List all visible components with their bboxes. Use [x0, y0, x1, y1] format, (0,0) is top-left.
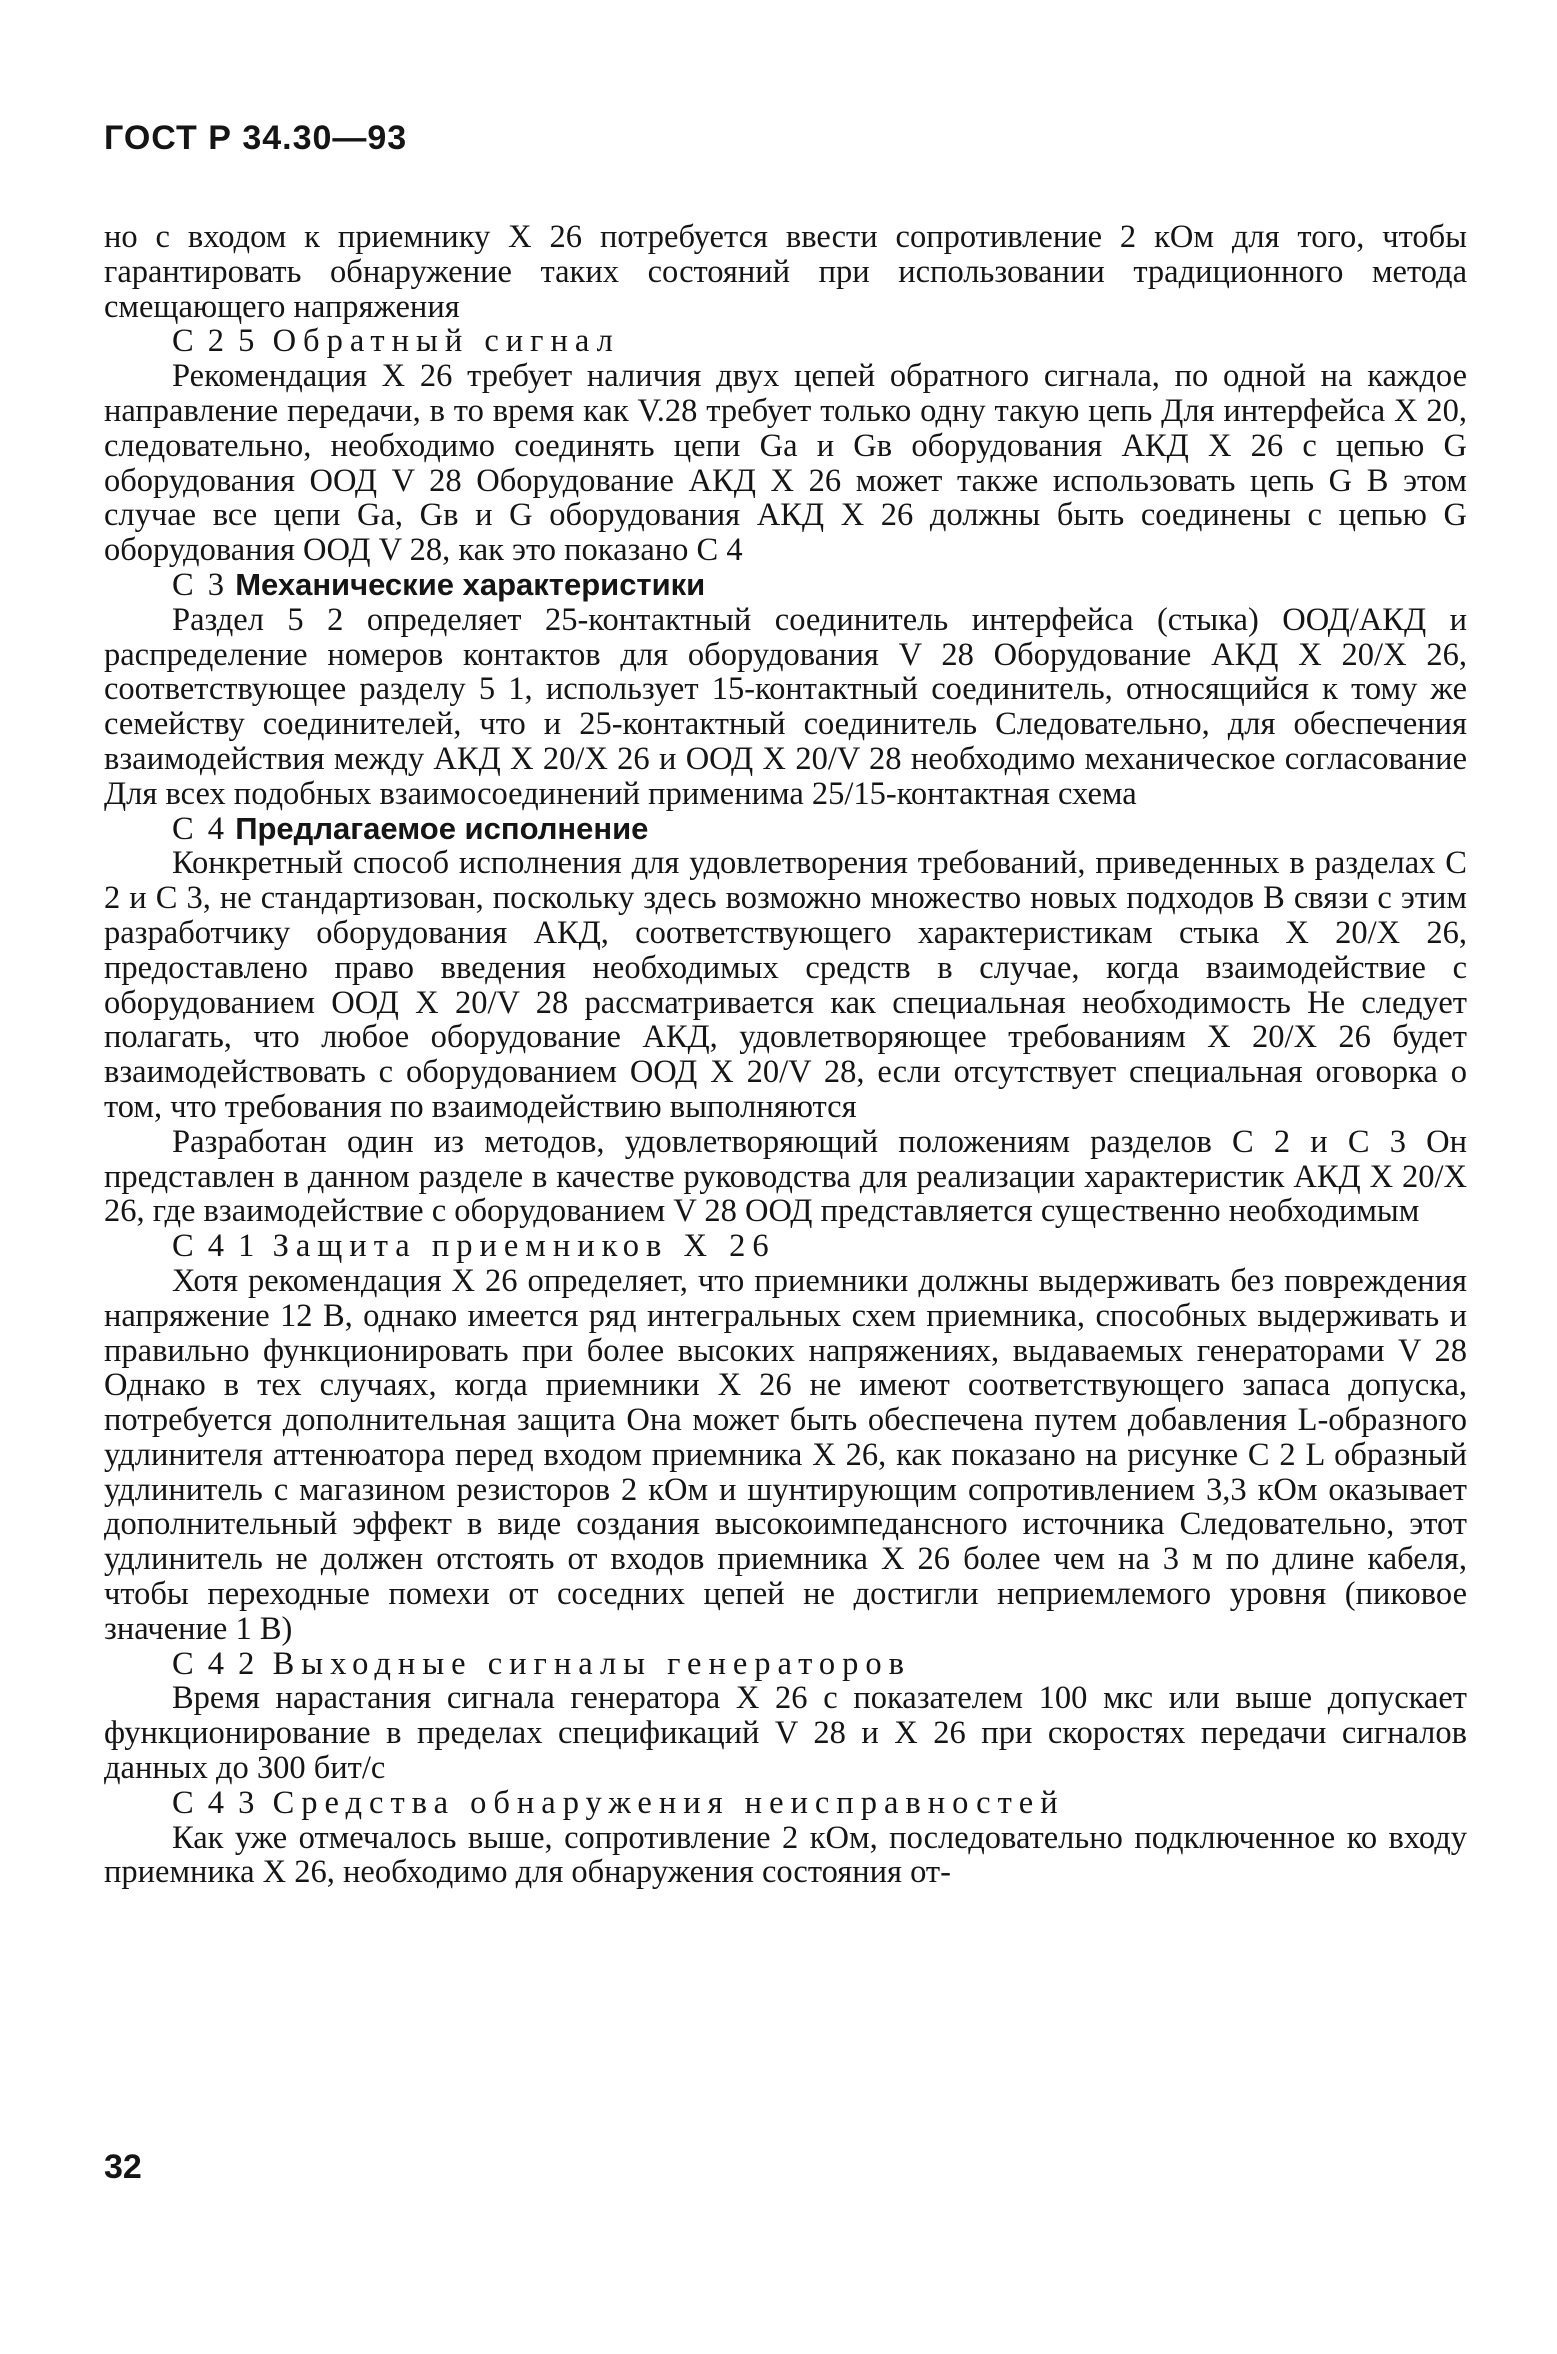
paragraph: Разработан один из методов, удовлетворяющий положениям разделов С 2 и С 3 Он представлен в данном разделе в качестве руководства для реализации характеристик АКД X 20/X 26, где взаимодействие с оборудованием V 28 ООД представляется существенно необходимым: [104, 1123, 1467, 1230]
section-title: Средства обнаружения неисправностей: [272, 1784, 1065, 1821]
paragraph: но с входом к приемнику X 26 потребуется ввести сопротивление 2 кОм для того, чтобы гарантировать обнаружение таких состояний при использовании традиционного метода смещающего напряжения: [104, 219, 1467, 325]
section-number: С 4 3: [172, 1784, 258, 1821]
section-heading: [104, 1786, 1467, 1821]
page-number: 32: [104, 2148, 142, 2186]
section-number: С 4: [172, 810, 228, 847]
section-title: Механические характеристики: [235, 566, 706, 602]
section-number: С 4 2: [172, 1645, 258, 1682]
section-number: С 4 1: [172, 1228, 258, 1265]
section-heading: [104, 812, 1467, 847]
section-heading: [104, 1647, 1467, 1682]
section-title: Выходные сигналы генераторов: [272, 1645, 911, 1682]
paragraph: Рекомендация X 26 требует наличия двух цепей обратного сигнала, по одной на каждое направление передачи, в то время как V.28 требует только одну такую цепь Для интерфейса X 20, следовательно, необходимо соединять цепи Ga и Gв оборудования АКД X 26 с цепью G оборудования ООД V 28 Оборудование АКД X 26 может также использовать цепь G В этом случае все цепи Ga, Gв и G оборудования АКД X 26 должны быть соединены с цепью G оборудования ООД V 28, как это показано С 4: [104, 358, 1467, 569]
page-header: ГОСТ Р 34.30—93: [104, 119, 408, 157]
document-body: [104, 220, 1467, 1890]
section-number: С 2 5: [172, 323, 258, 360]
section-title: Обратный сигнал: [272, 323, 620, 360]
section-number: С 3: [172, 566, 228, 603]
section-heading: [104, 324, 1467, 359]
section-heading: [104, 1229, 1467, 1264]
paragraph: Раздел 5 2 определяет 25-контактный соединитель интерфейса (стыка) ООД/АКД и распределение номеров контактов для оборудования V 28 Оборудование АКД X 20/X 26, соответствующее разделу 5 1, использует 15-контактный соединитель, относящийся к тому же семейству соединителей, что и 25-контактный соединитель Следовательно, для обеспечения взаимодействия между АКД X 20/X 26 и ООД X 20/V 28 необходимо механическое согласование Для всех подобных взаимосоединений применима 25/15-контактная схема: [104, 601, 1467, 812]
paragraph: Время нарастания сигнала генератора X 26 с показателем 100 мкс или выше допускает функционирование в пределах спецификаций V 28 и X 26 при скоростях передачи сигналов данных до 300 бит/с: [104, 1680, 1467, 1787]
section-heading: [104, 568, 1467, 603]
paragraph: Конкретный способ исполнения для удовлетворения требований, приведенных в разделах С 2 и С 3, не стандартизован, поскольку здесь возможно множество новых подходов В связи с этим разработчику оборудования АКД, соответствующего характеристикам стыка X 20/X 26, предоставлено право введения необходимых средств в случае, когда взаимодействие с оборудованием ООД X 20/V 28 рассматривается как специальная необходимость Не следует полагать, что любое оборудование АКД, удовлетворяющее требованиям X 20/X 26 будет взаимодействовать с оборудованием ООД X 20/V 28, если отсутствует специальная оговорка о том, что требования по взаимодействию выполняются: [104, 845, 1467, 1125]
paragraph: Как уже отмечалось выше, сопротивление 2 кОм, последовательно подключенное ко входу приемника X 26, необходимо для обнаружения состояния от-: [104, 1819, 1467, 1891]
paragraph: Хотя рекомендация X 26 определяет, что приемники должны выдерживать без повреждения напряжение 12 В, однако имеется ряд интегральных схем приемника, способных выдерживать и правильно функционировать при более высоких напряжениях, выдаваемых генераторами V 28 Однако в тех случаях, когда приемники X 26 не имеют соответствующего запаса допуска, потребуется дополнительная защита Она может быть обеспечена путем добавления L-образного удлинителя аттенюатора перед входом приемника X 26, как показано на рисунке С 2 L образный удлинитель с магазином резисторов 2 кОм и шунтирующим сопротивлением 3,3 кОм оказывает дополнительный эффект в виде создания высокоимпедансного источника Следовательно, этот удлинитель не должен отстоять от входов приемника X 26 более чем на 3 м по длине кабеля, чтобы переходные помехи от соседних цепей не достигли неприемлемого уровня (пиковое значение 1 В): [104, 1262, 1467, 1647]
section-title: Защита приемников X 26: [272, 1228, 776, 1265]
section-title: Предлагаемое исполнение: [235, 810, 649, 846]
